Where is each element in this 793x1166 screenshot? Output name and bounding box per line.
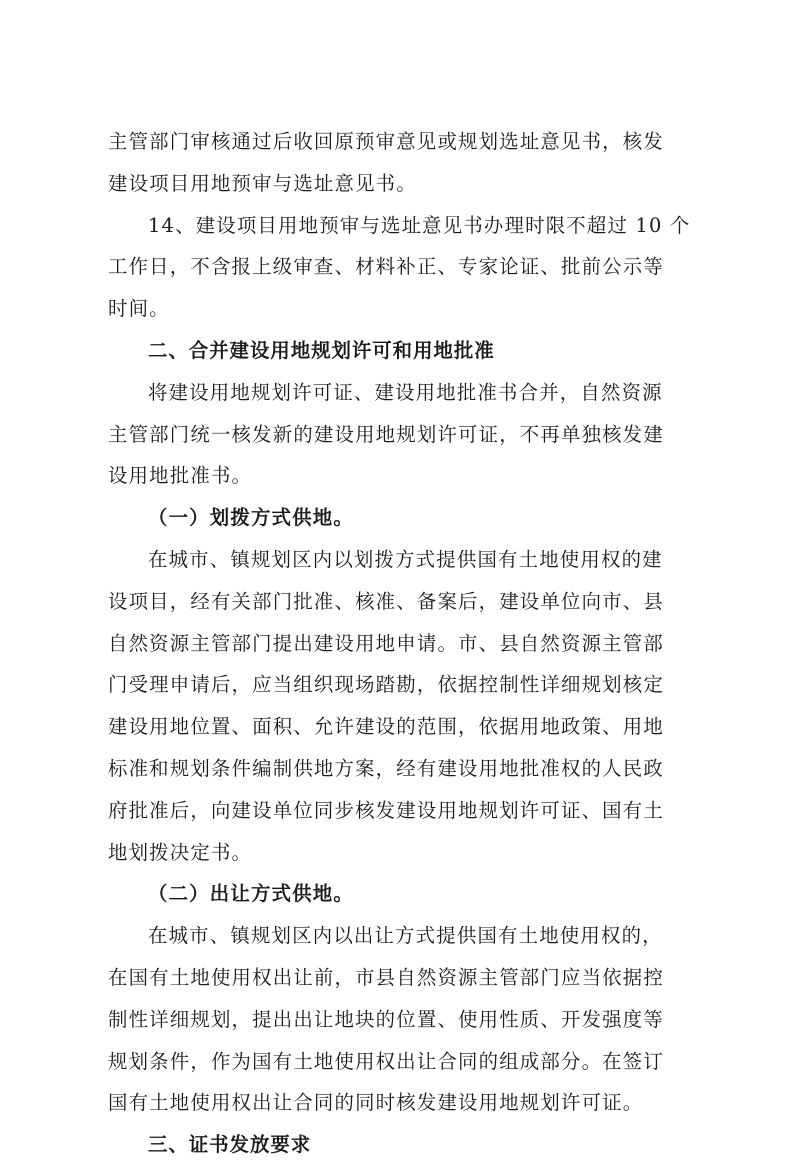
text-line: 建设用地位置、面积、允许建设的范围，依据用地政策、用地 [108, 715, 664, 739]
paragraph-continuation [108, 121, 690, 205]
subheading-text: （一）划拨方式供地。 [148, 506, 354, 530]
text-line: 制性详细规划，提出出让地块的位置、使用性质、开发强度等 [108, 1007, 664, 1031]
text-line: 将建设用地规划许可证、建设用地批准书合并，自然资源 [148, 380, 663, 404]
text-line: 地划拨决定书。 [108, 840, 253, 864]
text-line: 设用地批准书。 [108, 464, 253, 488]
text-line: 主管部门统一核发新的建设用地规划许可证，不再单独核发建 [108, 422, 664, 446]
text-line: 门受理申请后，应当组织现场踏勘，依据控制性详细规划核定 [108, 673, 664, 697]
text-line: 14、建设项目用地预审与选址意见书办理时限不超过 10 个 [148, 213, 691, 237]
text-line: 在国有土地使用权出让前，市县自然资源主管部门应当依据控 [108, 965, 664, 989]
text-line: 主管部门审核通过后收回原预审意见或规划选址意见书，核发 [108, 130, 664, 153]
text-line: 设项目，经有关部门批准、核准、备案后，建设单位向市、县 [108, 589, 664, 613]
document-body [108, 121, 690, 1166]
paragraph-allocation [108, 539, 690, 873]
text-line: 在城市、镇规划区内以划拨方式提供国有土地使用权的建 [148, 547, 663, 571]
subheading-allocation [108, 497, 690, 539]
paragraph-transfer [108, 915, 690, 1124]
paragraph-merge-intro [108, 372, 690, 497]
heading-text: 三、证书发放要求 [148, 1133, 312, 1157]
section-heading-2 [108, 330, 690, 372]
subheading-text: （二）出让方式供地。 [148, 882, 354, 906]
text-line: 在城市、镇规划区内以出让方式提供国有土地使用权的， [148, 924, 663, 948]
text-line: 规划条件，作为国有土地使用权出让合同的组成部分。在签订 [108, 1049, 664, 1073]
text-line: 府批准后，向建设单位同步核发建设用地规划许可证、国有土 [108, 798, 664, 822]
text-line: 工作日，不含报上级审查、材料补正、专家论证、批前公示等 [108, 255, 664, 279]
text-line: 自然资源主管部门提出建设用地申请。市、县自然资源主管部 [108, 631, 664, 655]
subheading-transfer [108, 873, 690, 915]
text-line: 建设项目用地预审与选址意见书。 [108, 171, 417, 195]
text-line: 标准和规划条件编制供地方案，经有建设用地批准权的人民政 [108, 756, 664, 780]
section-heading-3 [108, 1124, 690, 1166]
paragraph-item-14 [108, 205, 690, 330]
heading-text: 二、合并建设用地规划许可和用地批准 [148, 338, 495, 362]
text-line: 国有土地使用权出让合同的同时核发建设用地规划许可证。 [108, 1091, 644, 1115]
text-line: 时间。 [108, 297, 170, 321]
